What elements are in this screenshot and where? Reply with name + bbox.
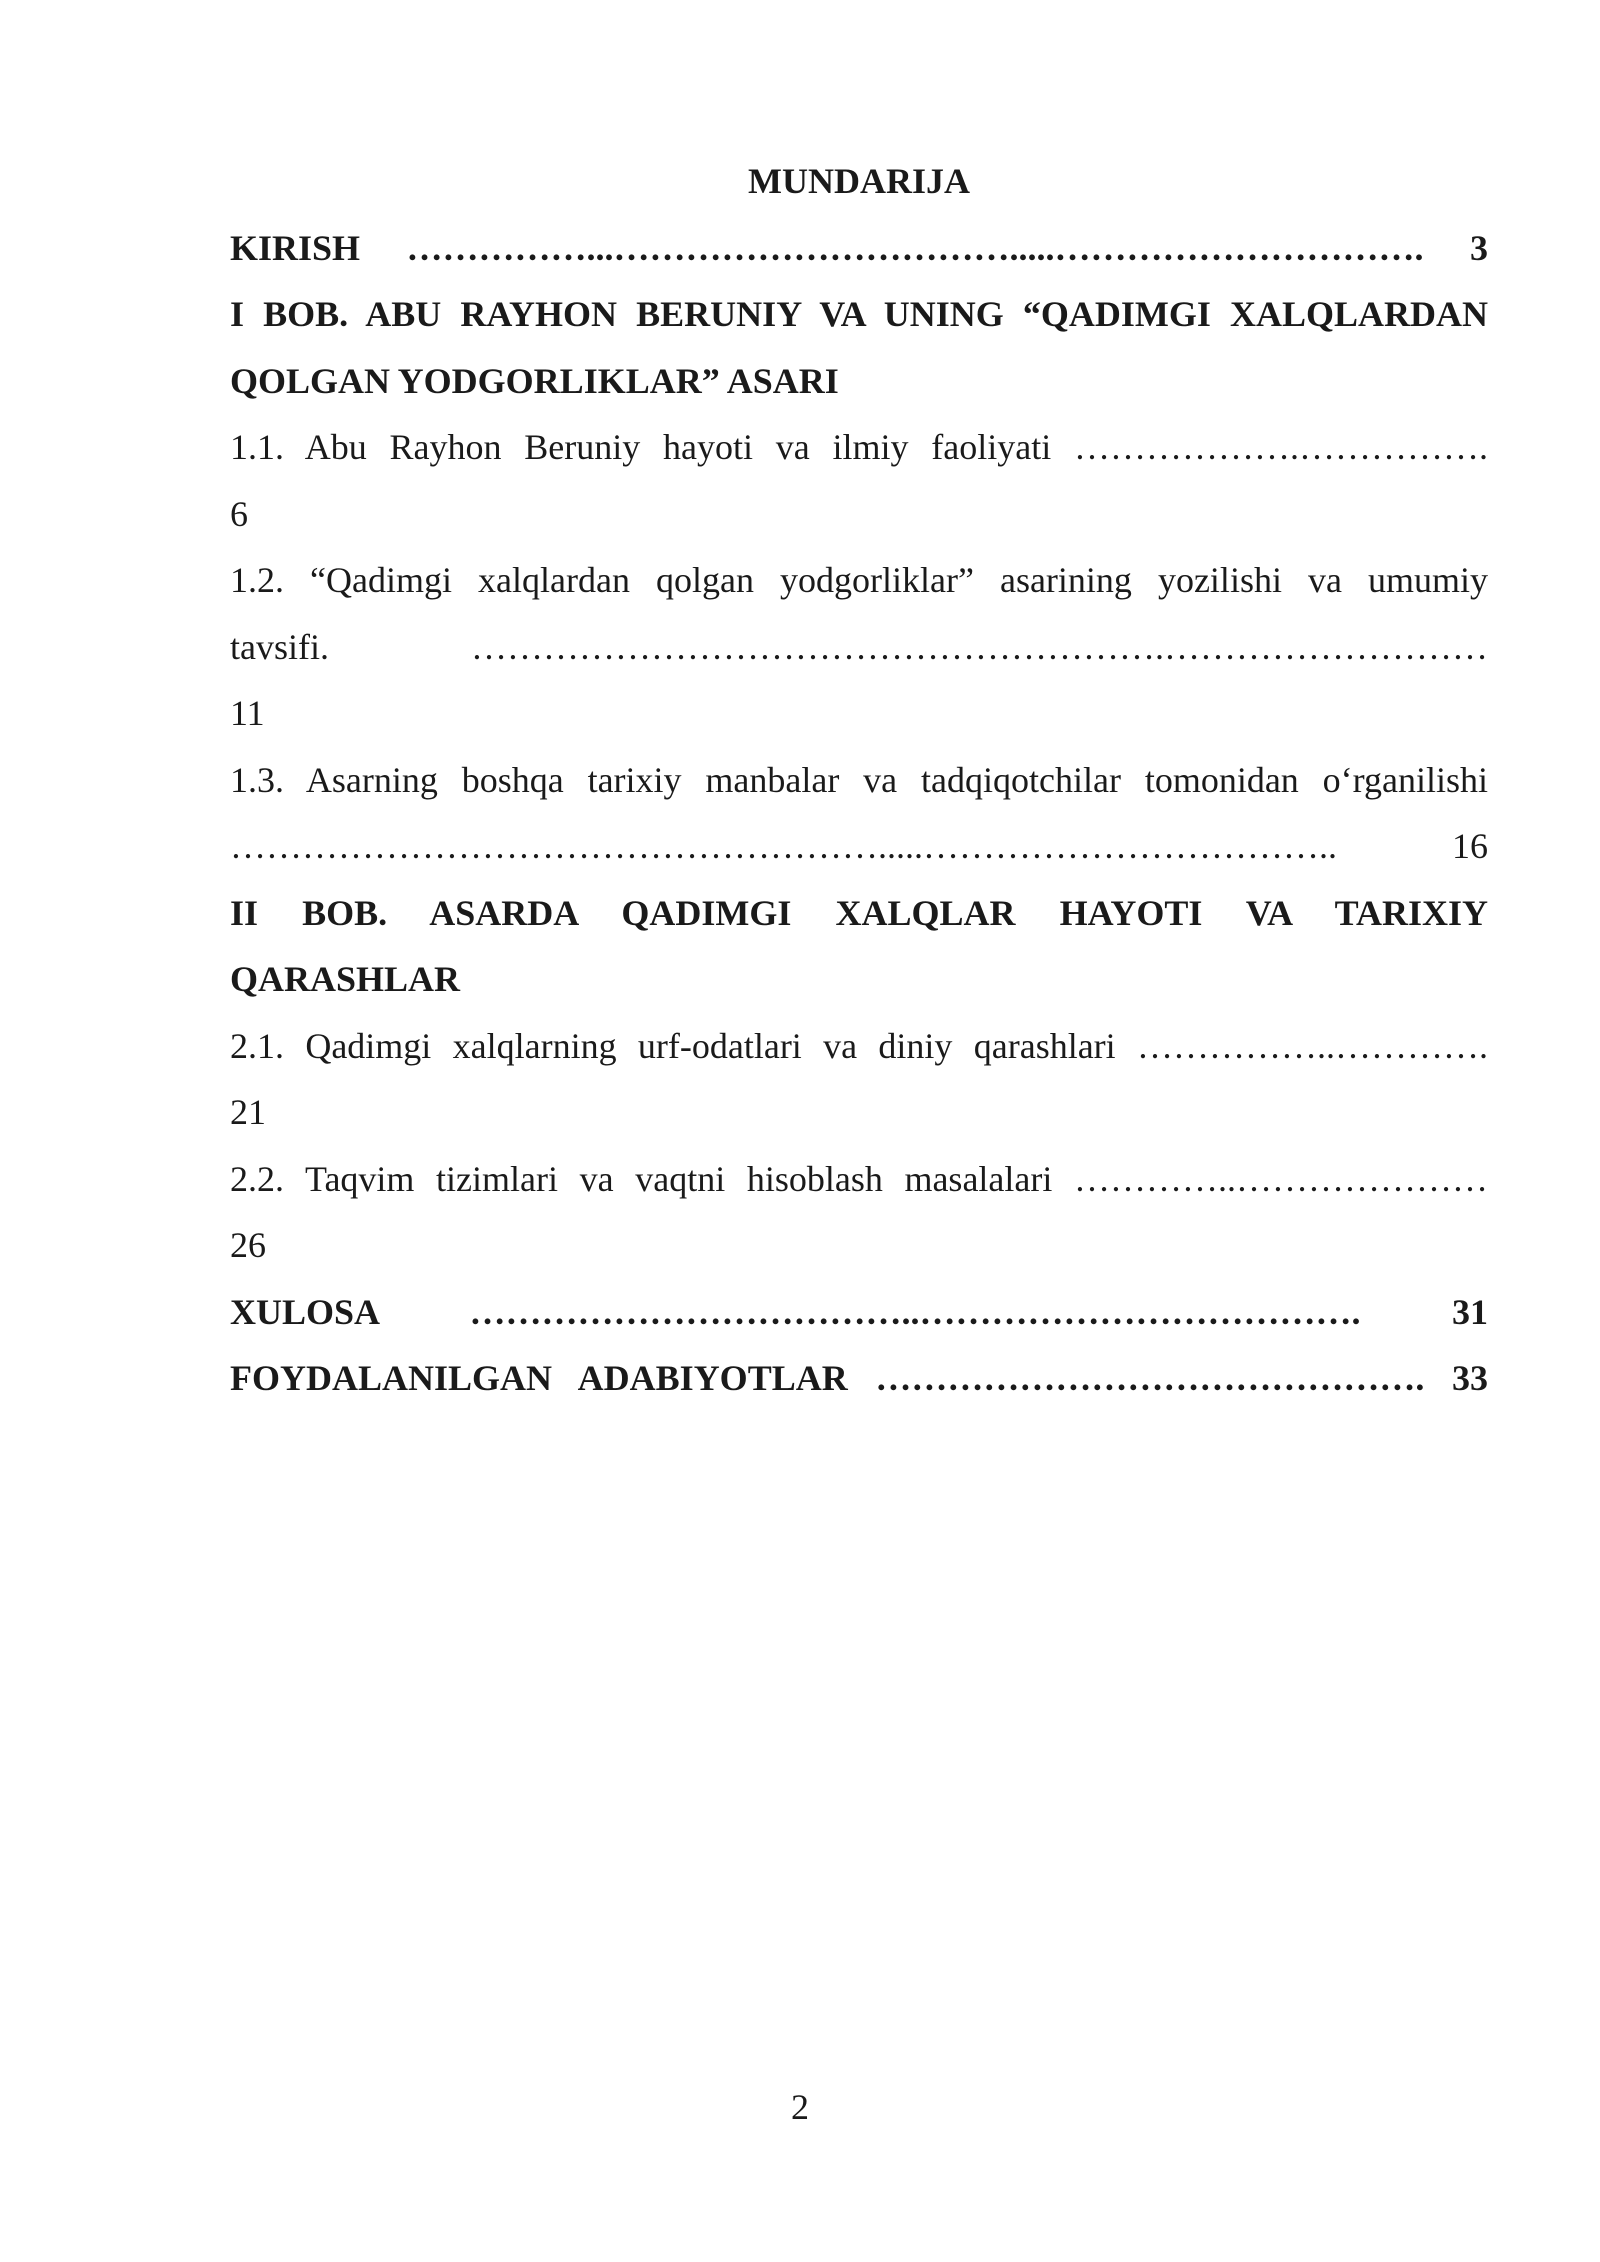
toc-line: II BOB. ASARDA QADIMGI XALQLAR HAYOTI VA TARIXIY (230, 892, 1488, 933)
toc-line: I BOB. ABU RAYHON BERUNIY VA UNING “QADIMGI XALQLARDAN (230, 294, 1488, 334)
toc-entry-2-2 (230, 1146, 1488, 1279)
toc-line: tavsifi. ………………………………………………….……………………… (230, 626, 1488, 667)
toc-line: 2.2. Taqvim tizimlari va vaqtni hisoblash masalalari …………..………………… (230, 1158, 1488, 1199)
toc-page-number: 26 (230, 1225, 266, 1265)
toc-line: 2.1. Qadimgi xalqlarning urf-odatlari va diniy qarashlari ……………..…………. (230, 1025, 1488, 1066)
toc-line: ……………………………………………….....…………………………….. 16 (230, 826, 1488, 866)
toc-line: XULOSA ………………………………..………………………………. 31 (230, 1291, 1488, 1332)
toc-entry-2-1 (230, 1013, 1488, 1146)
toc-entry-1-2 (230, 547, 1488, 747)
toc-entry-chapter-1 (230, 281, 1488, 414)
toc-line: 1.3. Asarning boshqa tarixiy manbalar va tadqiqotchilar tomonidan o‘rganilishi (230, 759, 1488, 800)
page-number: 2 (791, 2087, 809, 2127)
toc-line: KIRISH ……………...…………………………….....…………………………. 3 (230, 227, 1488, 268)
toc-line: 1.2. “Qadimgi xalqlardan qolgan yodgorliklar” asarining yozilishi va umumiy (230, 560, 1488, 600)
toc-entry-1-1 (230, 414, 1488, 547)
toc-page-number: 21 (230, 1092, 266, 1132)
toc-entry-kirish (230, 215, 1488, 282)
toc-line: FOYDALANILGAN ADABIYOTLAR ………………………………………. 33 (230, 1358, 1488, 1398)
toc-line: QOLGAN YODGORLIKLAR” ASARI (230, 360, 839, 401)
toc-heading: MUNDARIJA (748, 161, 970, 201)
toc-page-number: 6 (230, 493, 248, 534)
toc-line: QARASHLAR (230, 959, 461, 999)
toc-line: 1.1. Abu Rayhon Beruniy hayoti va ilmiy faoliyati ……………….……………. (230, 427, 1488, 467)
toc-entry-1-3 (230, 747, 1488, 880)
toc-entry-references (230, 1345, 1488, 1412)
toc-entry-xulosa (230, 1279, 1488, 1346)
toc-page-number: 11 (230, 693, 265, 733)
toc-entry-chapter-2 (230, 880, 1488, 1013)
table-of-contents (230, 148, 1488, 1412)
